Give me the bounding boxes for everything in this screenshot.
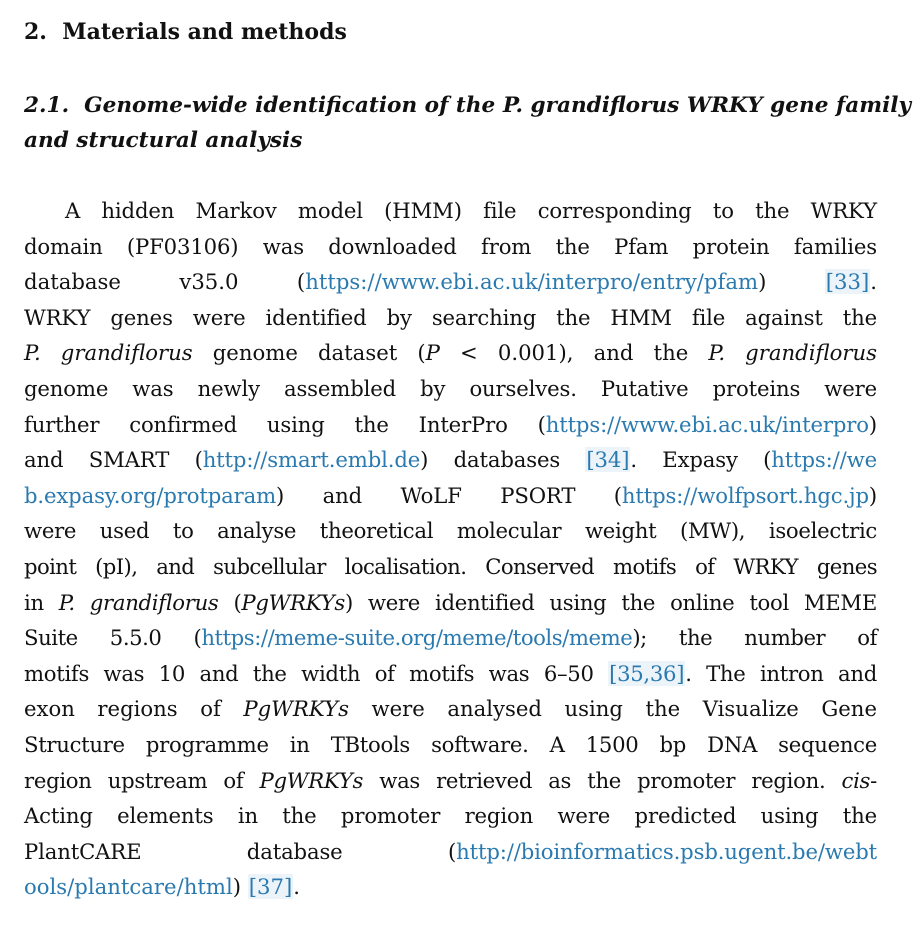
paragraph-line: genome was newly assembled by ourselves. Putative proteins were: [24, 375, 877, 401]
text-run: were analysed using the Visualize Gene: [348, 696, 877, 722]
text-run: ): [232, 874, 248, 900]
text-run: ) databases: [420, 447, 586, 473]
paragraph-line: [24, 264, 877, 300]
gene-name: PgWRKYs: [243, 696, 349, 722]
subsection-heading: [24, 88, 912, 158]
species-name: P. grandiflorus: [708, 340, 877, 366]
citation-34[interactable]: [34]: [586, 447, 630, 473]
paragraph-line: [24, 478, 877, 514]
link-plantcare-cont[interactable]: ools/plantcare/html: [24, 874, 233, 900]
text-run: Suite 5.5.0 (: [24, 625, 202, 651]
text-run: ): [868, 411, 877, 437]
paragraph-line: [24, 442, 877, 478]
text-run: ): [868, 482, 877, 508]
paragraph-line: [24, 407, 877, 443]
section-heading: [24, 17, 347, 47]
section-title: Materials and methods: [62, 19, 347, 45]
text-run: .: [293, 874, 301, 900]
paragraph-line: [24, 585, 877, 621]
link-plantcare[interactable]: http://bioinformatics.psb.ugent.be/webt: [456, 838, 877, 864]
text-run: genome dataset (: [192, 340, 426, 366]
text-run: ) were identified using the online tool MEME: [345, 589, 877, 615]
citation-35-36[interactable]: [35,36]: [609, 660, 685, 686]
paragraph-line: [24, 335, 877, 371]
paragraph-line: [24, 869, 877, 905]
paragraph-line: [24, 763, 877, 799]
text-run: -: [870, 767, 877, 793]
text-run: ): [758, 269, 825, 295]
paragraph-line: point (pI), and subcellular localisation. Conserved motifs of WRKY genes: [24, 553, 877, 579]
subsection-title-line-2: and structural analysis: [24, 128, 303, 153]
cis-term: cis: [841, 767, 871, 793]
link-pfam[interactable]: https://www.ebi.ac.uk/interpro/entry/pfam: [305, 269, 759, 295]
text-run: region upstream of: [24, 767, 260, 793]
text-run: . The intron and: [685, 660, 877, 686]
text-run: in: [24, 589, 59, 615]
text-run: exon regions of: [24, 696, 244, 722]
link-interpro[interactable]: https://www.ebi.ac.uk/interpro: [545, 411, 869, 437]
paragraph-line: WRKY genes were identified by searching the HMM file against the: [24, 304, 877, 330]
gene-name: PgWRKYs: [259, 767, 364, 793]
section-number: 2.: [24, 19, 47, 45]
paragraph-line: were used to analyse theoretical molecular weight (MW), isoelectric: [24, 518, 877, 544]
text-run: PlantCARE database (: [24, 838, 457, 864]
paragraph-line: domain (PF03106) was downloaded from the Pfam protein families: [24, 233, 877, 259]
species-name: P. grandiflorus: [58, 589, 219, 615]
text-run: and SMART (: [24, 447, 203, 473]
text-run: further confirmed using the InterPro (: [24, 411, 546, 437]
text-run: motifs was 10 and the width of motifs was 6–50: [24, 660, 609, 686]
citation-37[interactable]: [37]: [248, 874, 293, 900]
link-wolfpsort[interactable]: https://wolfpsort.hgc.jp: [621, 482, 869, 508]
paragraph-line: [24, 834, 877, 870]
link-expasy-cont[interactable]: b.expasy.org/protparam: [24, 482, 277, 508]
text-run: . Expasy (: [630, 447, 772, 473]
paragraph-line: [24, 691, 877, 727]
species-name: P. grandiflorus: [24, 340, 193, 366]
link-smart[interactable]: http://smart.embl.de: [202, 447, 421, 473]
text-run: (: [218, 589, 242, 615]
text-run: ) and WoLF PSORT (: [276, 482, 622, 508]
paragraph-line: A hidden Markov model (HMM) file corresponding to the WRKY: [65, 198, 877, 223]
paragraph-line: Acting elements in the promoter region were predicted using the: [24, 803, 877, 829]
text-run: < 0.001), and the: [439, 340, 709, 366]
link-meme[interactable]: https://meme-suite.org/meme/tools/meme: [201, 625, 633, 651]
paragraph-line: Structure programme in TBtools software. A 1500 bp DNA sequence: [24, 731, 877, 757]
p-value-symbol: P: [425, 340, 440, 366]
subsection-title-line-1: Genome-wide identification of the P. grandiflorus WRKY gene family: [84, 93, 912, 118]
link-expasy[interactable]: https://we: [771, 447, 877, 473]
paragraph-line: [24, 656, 877, 692]
text-run: database v35.0 (: [24, 269, 306, 295]
subsection-number: 2.1.: [24, 93, 70, 118]
gene-name: PgWRKYs: [241, 589, 345, 615]
text-run: ); the number of: [632, 625, 877, 651]
subsection-heading-line-1: [24, 88, 912, 123]
text-run: was retrieved as the promoter region.: [363, 767, 842, 793]
paragraph-line: [24, 620, 877, 656]
text-run: .: [870, 269, 877, 295]
body-paragraph: [24, 193, 877, 905]
citation-33[interactable]: [33]: [825, 269, 870, 295]
